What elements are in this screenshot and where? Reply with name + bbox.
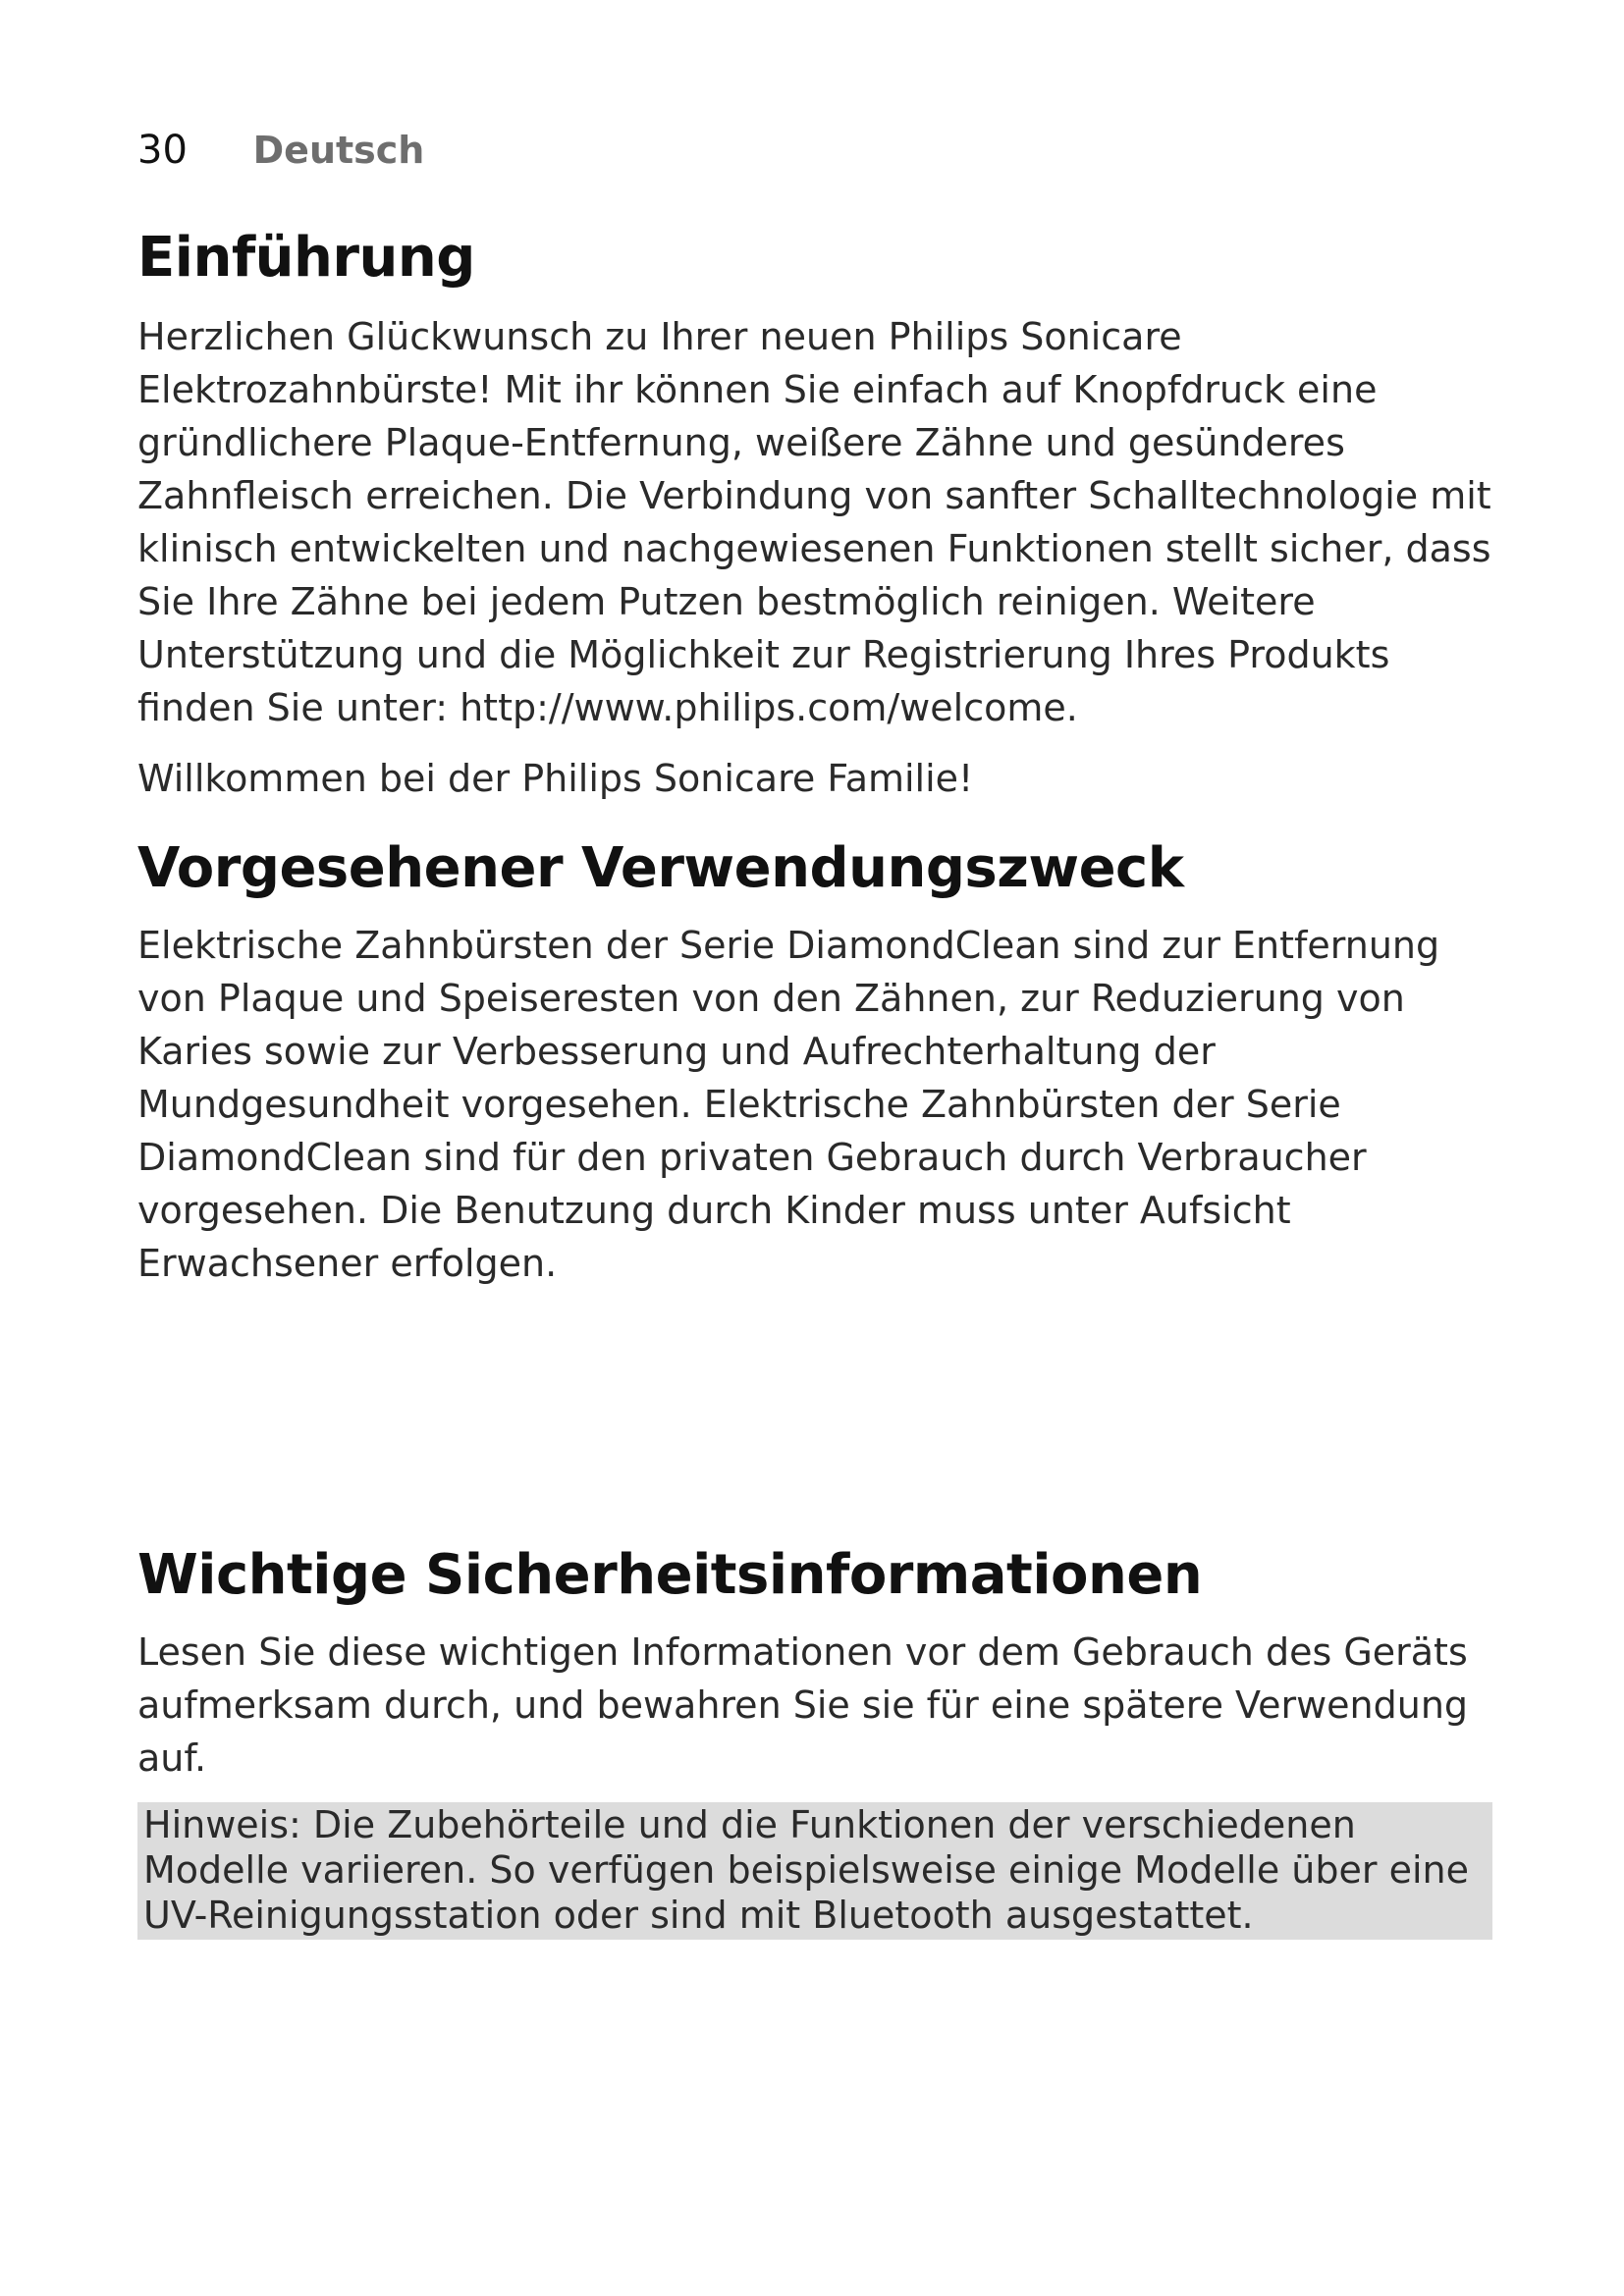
section-title-sicherheit: Wichtige Sicherheitsinformationen xyxy=(137,1543,1203,1607)
section-title-verwendungszweck: Vorgesehener Verwendungszweck xyxy=(137,836,1184,900)
intro-paragraph: Herzlichen Glückwunsch zu Ihrer neuen Philips Sonicare Elektrozahnbürste! Mit ihr können Sie einfach auf Knopfdruck eine gründlichere Plaque-Entfernung, weißere Zähne und gesünderes Zahnfleisch erreichen. Die Verbindung von sanfter Schalltechnologie mit klinisch entwickelten und nachgewiesenen Funktionen stellt sicher, dass Sie Ihre Zähne bei jedem Putzen bestmöglich reinigen. Weitere Unterstützung und die Möglichkeit zur Registrierung Ihres Produkts finden Sie unter: http://www.philips.com/welcome. xyxy=(137,315,1491,729)
welcome-paragraph: Willkommen bei der Philips Sonicare Familie! xyxy=(137,757,974,800)
safety-paragraph: Lesen Sie diese wichtigen Informationen vor dem Gebrauch des Geräts aufmerksam durch, und bewahren Sie sie für eine spätere Verwendung auf. xyxy=(137,1630,1469,1780)
section-title-einfuehrung: Einführung xyxy=(137,226,475,290)
page-header xyxy=(137,126,424,175)
page-number: 30 xyxy=(137,128,188,173)
intended-use-paragraph: Elektrische Zahnbürsten der Serie DiamondClean sind zur Entfernung von Plaque und Speiseresten von den Zähnen, zur Reduzierung von Karies sowie zur Verbesserung und Aufrechterhaltung der Mundgesundheit vorgesehen. Elektrische Zahnbürsten der Serie DiamondClean sind für den privaten Gebrauch durch Verbraucher vorgesehen. Die Benutzung durch Kinder muss unter Aufsicht Erwachsener erfolgen. xyxy=(137,924,1440,1285)
note-box: Hinweis: Die Zubehörteile und die Funktionen der verschiedenen Modelle variieren. So verfügen beispielsweise einige Modelle über eine UV-Reinigungsstation oder sind mit Bluetooth ausgestattet. xyxy=(137,1802,1492,1940)
language-label: Deutsch xyxy=(252,129,425,172)
